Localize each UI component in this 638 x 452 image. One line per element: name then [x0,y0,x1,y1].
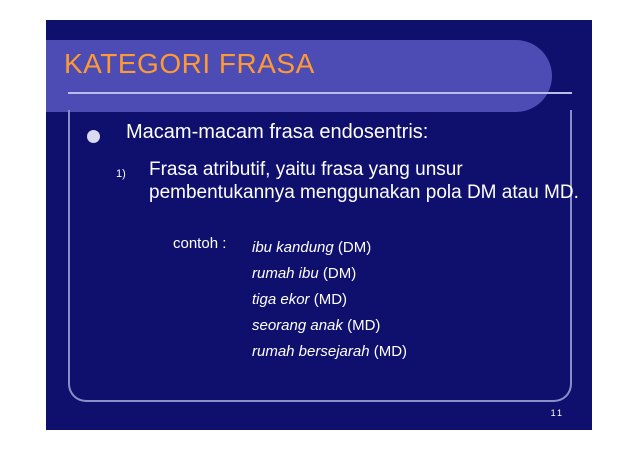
example-item [252,261,407,287]
example-tag: (DM) [322,265,357,282]
slide-title: KATEGORI FRASA [64,48,315,79]
example-phrase: rumah bersejarah [252,343,370,360]
example-tag: (MD) [347,317,381,334]
slide [46,20,592,430]
example-phrase: rumah ibu [252,265,319,282]
example-tag: (MD) [313,291,348,308]
bullet-dot-icon [87,130,100,143]
example-item [252,235,407,261]
bullet-text: Macam-macam frasa endosentris: [126,121,429,143]
example-tag: (DM) [337,239,372,256]
title-underline [68,92,572,94]
example-item [252,287,407,313]
item-text: Frasa atributif, yaitu frasa yang unsur pembentukannya menggunakan pola DM atau MD. [149,159,579,203]
item-number: 1) [116,168,126,180]
example-item [252,313,407,339]
examples-list [252,235,407,365]
page-number: 11 [550,408,564,418]
example-phrase: tiga ekor [252,291,310,308]
example-item [252,339,407,365]
example-phrase: seorang anak [252,317,343,334]
example-tag: (MD) [373,343,408,360]
contoh-label: contoh : [173,235,227,252]
example-phrase: ibu kandung [252,239,334,256]
